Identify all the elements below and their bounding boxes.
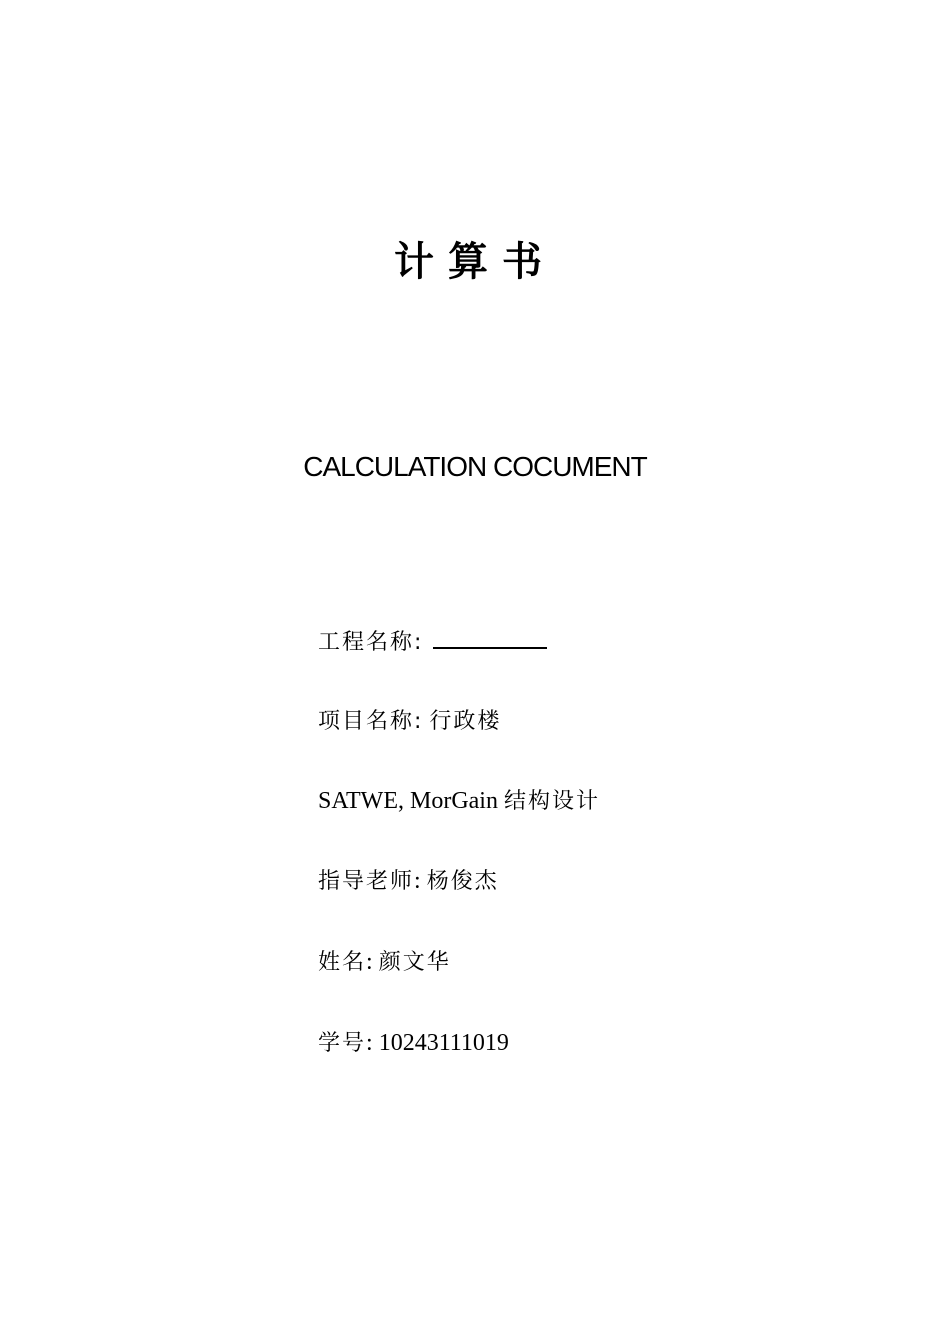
student-id-row [318, 1027, 509, 1060]
project-name-row [318, 625, 547, 659]
advisor-row [318, 865, 499, 898]
student-name-row [318, 946, 451, 979]
student-id-value: 10243111019 [378, 1030, 509, 1056]
advisor-value: 杨俊杰 [426, 869, 499, 894]
software-row [318, 785, 600, 818]
item-name-row [318, 705, 501, 738]
advisor-colon: : [414, 868, 421, 894]
student-name-colon: : [366, 949, 373, 975]
page-title-english: CALCULATION COCUMENT [303, 451, 647, 482]
student-name-value: 颜文华 [378, 950, 451, 975]
page-title-chinese: 计算书 [394, 239, 556, 285]
student-name-label: 姓名 [318, 950, 367, 975]
software-names: SATWE, MorGain [318, 788, 504, 814]
software-description: 结构设计 [503, 789, 600, 814]
item-name-label: 项目名称: [318, 709, 424, 734]
project-name-blank [433, 625, 547, 649]
student-id-label: 学号 [318, 1031, 367, 1056]
project-name-label: 工程名称: [318, 630, 424, 655]
advisor-label: 指导老师 [318, 869, 415, 894]
student-id-colon: : [366, 1030, 373, 1056]
item-name-value: 行政楼 [429, 709, 502, 734]
